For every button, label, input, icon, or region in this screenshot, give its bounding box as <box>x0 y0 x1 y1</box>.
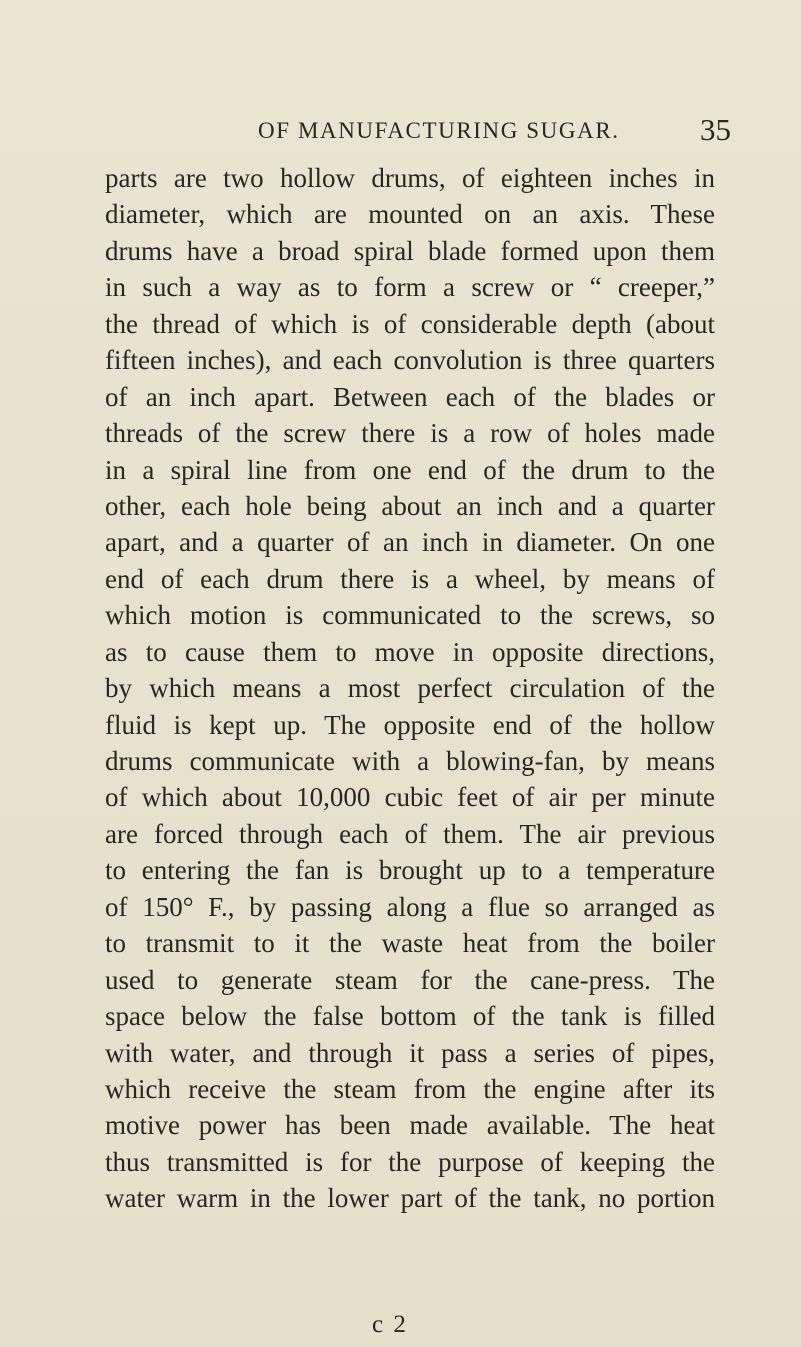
text-line: space below the false bottom of the tank is filled <box>105 1001 715 1032</box>
page-number: 35 <box>700 112 731 147</box>
body-text <box>105 160 715 1217</box>
text-line: the thread of which is of considerable depth (about <box>105 308 715 339</box>
text-line: other, each hole being about an inch and a quarter <box>105 490 715 521</box>
text-line: to entering the fan is brought up to a temperature <box>105 855 715 886</box>
text-line: by which means a most perfect circulation of the <box>105 673 715 704</box>
text-line: used to generate steam for the cane-press. The <box>105 964 715 995</box>
signature-mark: c 2 <box>372 1311 408 1338</box>
text-line: with water, and through it pass a series of pipes, <box>105 1037 715 1068</box>
text-line: water warm in the lower part of the tank, no portion <box>105 1183 715 1214</box>
text-line: which receive the steam from the engine after its <box>105 1073 715 1104</box>
text-line: diameter, which are mounted on an axis. These <box>105 199 715 230</box>
text-line: end of each drum there is a wheel, by means of <box>105 563 715 594</box>
text-line: parts are two hollow drums, of eighteen inches in <box>105 163 715 193</box>
text-line: fifteen inches), and each convolution is three quarters <box>105 345 715 376</box>
text-line: of which about 10,000 cubic feet of air per minute <box>105 782 715 813</box>
text-line: of 150° F., by passing along a flue so arranged as <box>105 891 715 922</box>
text-line: in a spiral line from one end of the drum to the <box>105 454 715 485</box>
text-line: as to cause them to move in opposite directions, <box>105 636 715 667</box>
text-line: thus transmitted is for the purpose of keeping the <box>105 1146 715 1177</box>
text-line: to transmit to it the waste heat from the boiler <box>105 928 715 959</box>
text-line: motive power has been made available. The heat <box>105 1110 715 1141</box>
text-line: threads of the screw there is a row of holes made <box>105 418 715 449</box>
text-line: fluid is kept up. The opposite end of the hollow <box>105 709 715 740</box>
text-line: drums have a broad spiral blade formed upon them <box>105 235 715 266</box>
running-head <box>0 112 801 156</box>
text-line: drums communicate with a blowing-fan, by means <box>105 746 715 776</box>
text-line: apart, and a quarter of an inch in diameter. On one <box>105 527 715 558</box>
running-title: OF MANUFACTURING SUGAR. <box>258 118 620 143</box>
text-line: in such a way as to form a screw or “ creeper,” <box>105 272 715 303</box>
text-line: which motion is communicated to the screws, so <box>105 600 715 631</box>
text-line: of an inch apart. Between each of the blades or <box>105 381 715 412</box>
text-line: are forced through each of them. The air previous <box>105 818 715 849</box>
